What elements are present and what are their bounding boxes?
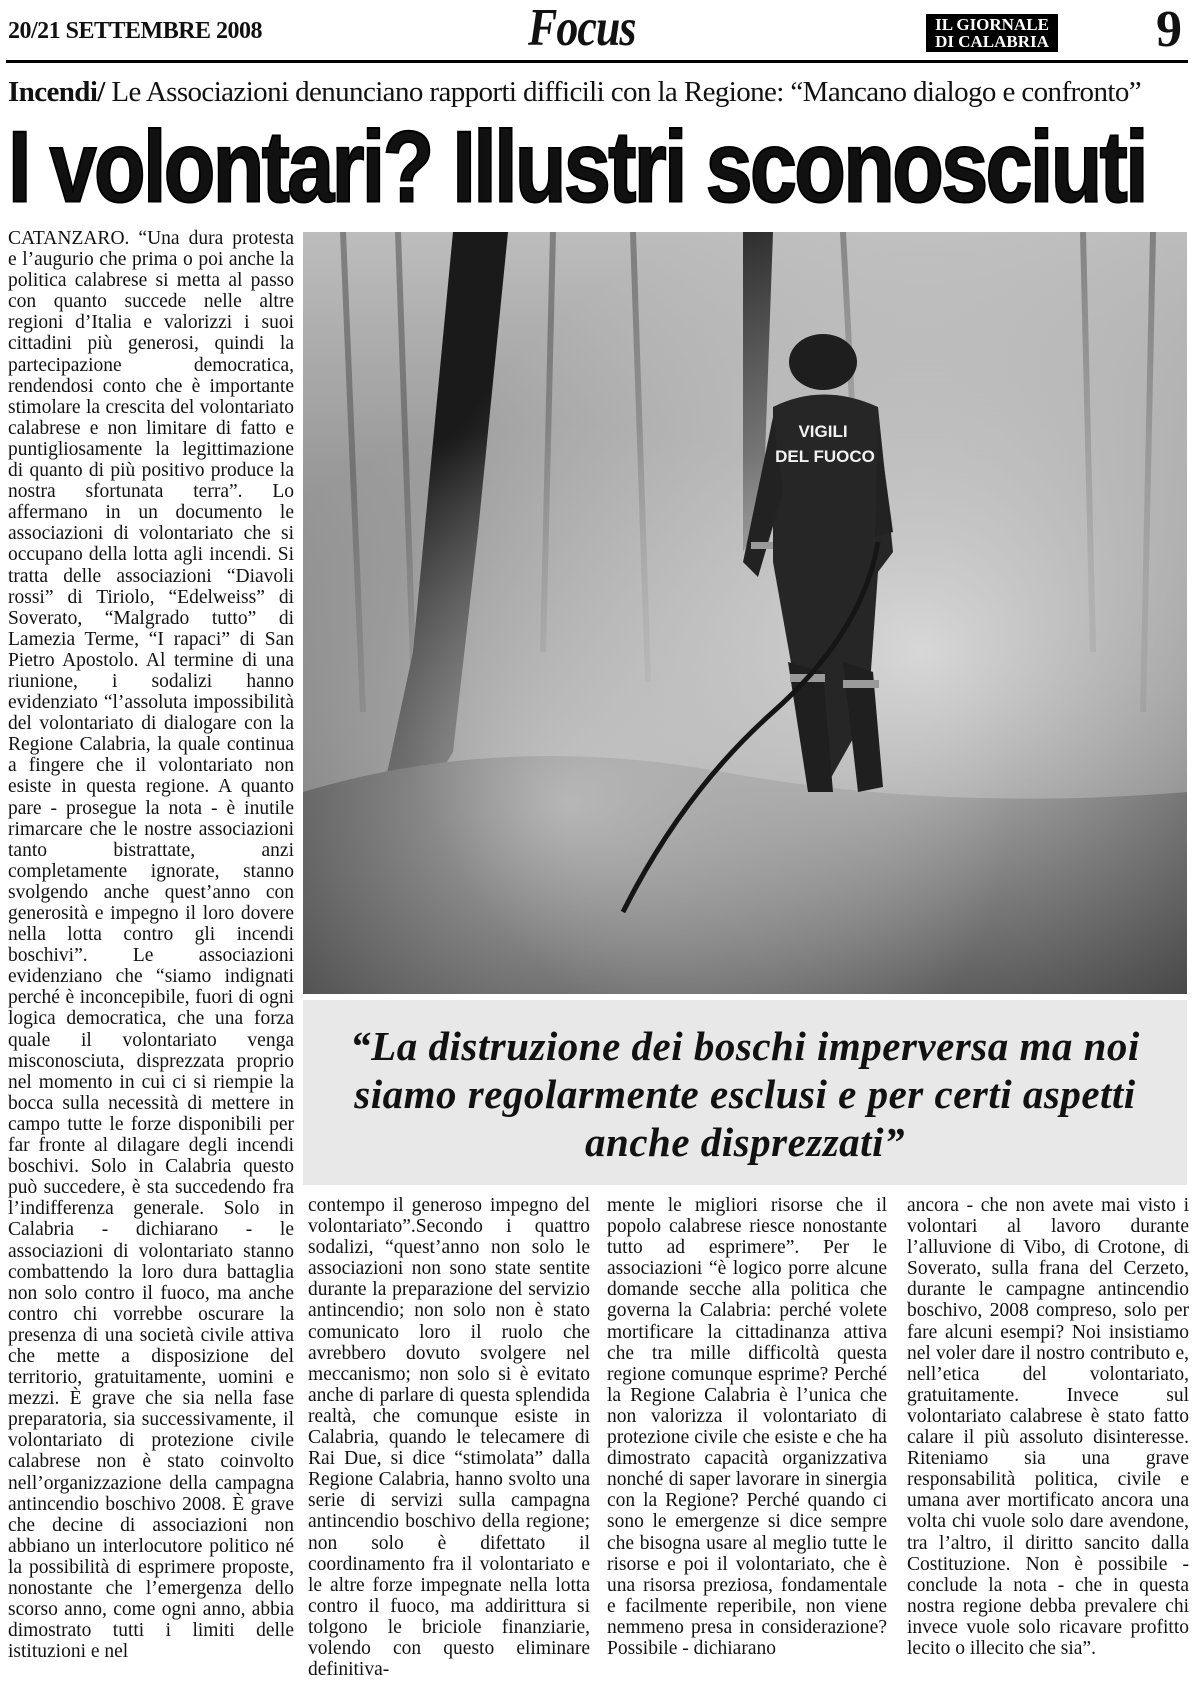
logo-line-2: DI CALABRIA: [935, 32, 1049, 51]
article-column-1: [8, 228, 294, 1678]
jacket-text-1: VIGILI: [798, 422, 848, 441]
column-2-text: contempo il generoso impegno del volontariato”.Secondo i quattro sodalizi, “quest’anno non solo le associazioni non sono state sentite durante la preparazione del servizio antincendio; non solo non è stato comunicato loro il ruolo che avrebbero dovuto svolgere nel meccanismo; non solo si è evitato anche di parlare di questa splendida realtà, che comunque esiste in Calabria, quando le telecamere di Rai Due, si dice “stimolata” dalla Regione Calabria, hanno svolto una serie di servizi sulla campagna antincendio boschivo della regione; non solo è difettato il coordinamento fra il volontariato e le altre forze impegnate nella lotta contro il fuoco, ma addirittura si tolgono le briciole finanziarie, volendo con questo eliminare definitiva-: [308, 1195, 590, 1681]
page-header: [0, 0, 1200, 60]
article-column-2: [308, 1195, 590, 1680]
kicker-text: Le Associazioni denunciano rapporti difficili con la Regione: “Mancano dialogo e confronto”: [104, 76, 1141, 108]
kicker: [8, 76, 1192, 109]
pull-quote: “La distruzione dei boschi imperversa ma noi siamo regolarmente esclusi e per certi aspetti anche disprezzati”: [350, 1023, 1140, 1165]
kicker-label: Incendi/: [8, 76, 105, 108]
jacket-text-2: DEL FUOCO: [775, 447, 875, 466]
newspaper-logo: [926, 14, 1058, 52]
logo-line-1: IL GIORNALE: [935, 15, 1049, 34]
article-column-4: [907, 1195, 1189, 1680]
column-1-text: CATANZARO. “Una dura protesta e l’augurio che prima o poi anche la politica calabrese si metta al passo con quanto succede nelle altre regioni d’Italia e valorizzi i suoi cittadini più generosi, quindi la partecipazione democratica, rendendosi conto che è importante stimolare la crescita del volontariato calabrese e non limitare di fatto e puntigliosamente la legittimazione di quanto di più positivo produce la nostra sfortunata terra”. Lo affermano in un documento le associazioni di volontariato che si occupano della lotta agli incendi. Si tratta delle associazioni “Diavoli rossi” di Tiriolo, “Edelweiss” di Soverato, “Malgrado tutto” di Lamezia Terme, “I rapaci” di San Pietro Apostolo. Al termine di una riunione, i sodalizi hanno evidenziato “l’assoluta impossibilità del volontariato di dialogare con la Regione Calabria, la quale continua a fingere che il volontariato non esiste in questa regione. A quanto pare - prosegue la nota - è inutile rimarcare che le nostre associazioni tanto bistrattate, anzi completamente ignorate, stanno svolgendo anche quest’anno con generosità e impegno il loro dovere nella lotta contro gli incendi boschivi”. Le associazioni evidenziano che “siamo indignati perché è inconcepibile, fuori di ogni logica democratica, che una forza quale il volontariato venga misconosciuta, disprezzata proprio nel momento in cui ci si riempie la bocca sulla necessità di mettere in campo tutte le forze disponibili per far fronte al dilagare degli incendi boschivi. Solo in Calabria questo può succedere, è sta succedendo fra l’indifferenza generale. Solo in Calabria - dichiarano - le associazioni di volontariato stanno combattendo la loro dura battaglia non solo contro il fuoco, ma anche contro chi vorrebbe oscurare la presenza di una società civile attiva che mette a disposizione del territorio, gratuitamente, uomini e mezzi. È grave che sia nella fase preparatoria, sia successivamente, il volontariato di protezione civile calabrese non è stato coinvolto nell’organizzazione della campagna antincendio boschivo 2008. È grave che decine di associazioni non abbiano un interlocutore politico né la possibilità di esprimere proposte, nonostante che l’emergenza dello scorso anno, come ogni anno, abbia dimostrato tutti i limiti delle istituzioni e nel: [8, 228, 294, 1663]
column-3-text: mente le migliori risorse che il popolo calabrese riesce nonostante tutto ad esprimere”. Per le associazioni “è logico porre alcune domande secche alla politica che governa la Calabria: perché volete mortificare la cittadinanza attiva che tra mille difficoltà questa regione comunque esprime? Perché la Regione Calabria è l’unica che non valorizza il volontariato di protezione civile che esiste e che ha dimostrato capacità organizzativa nonché di saper lavorare in sinergia con la Regione? Perché quando ci sono le emergenze si dice sempre che bisogna usare al meglio tutte le risorse e poi il volontariato, che è una risorsa preziosa, fondamentale e facilmente reperibile, non viene nemmeno presa in considerazione? Possibile - dichiarano: [607, 1195, 887, 1659]
firefighter-photo: [303, 232, 1187, 994]
column-4-text: ancora - che non avete mai visto i volontari al lavoro durante l’alluvione di Vibo, di Crotone, di Soverato, sulla frana del Cerzeto, durante le campagne antincendio boschivo, 2008 compreso, solo per fare alcuni esempi? Noi insistiamo nel voler dare il nostro contributo e, nell’etica del volontariato, gratuitamente. Invece sul volontariato calabrese è stato fatto calare il più assoluto disinteresse. Riteniamo sia una grave responsabilità politica, civile e umana aver mortificato ancora una volta chi vuole solo dare avendone, tra l’altro, il diritto sancito dalla Costituzione. Non è possibile - conclude la nota - che in questa nostra regione debba prevalere chi invece vuole solo ricavare profitto lecito o illecito che sia”.: [907, 1195, 1189, 1659]
pull-quote-box: [303, 1000, 1187, 1185]
issue-date: 20/21 SETTEMBRE 2008: [8, 18, 263, 44]
page-number: 9: [1156, 1, 1182, 58]
header-rule: [6, 60, 1188, 63]
section-title: Focus: [528, 0, 636, 57]
headline: I volontari? Illustri sconosciuti: [8, 111, 1147, 224]
article-column-3: [607, 1195, 887, 1680]
